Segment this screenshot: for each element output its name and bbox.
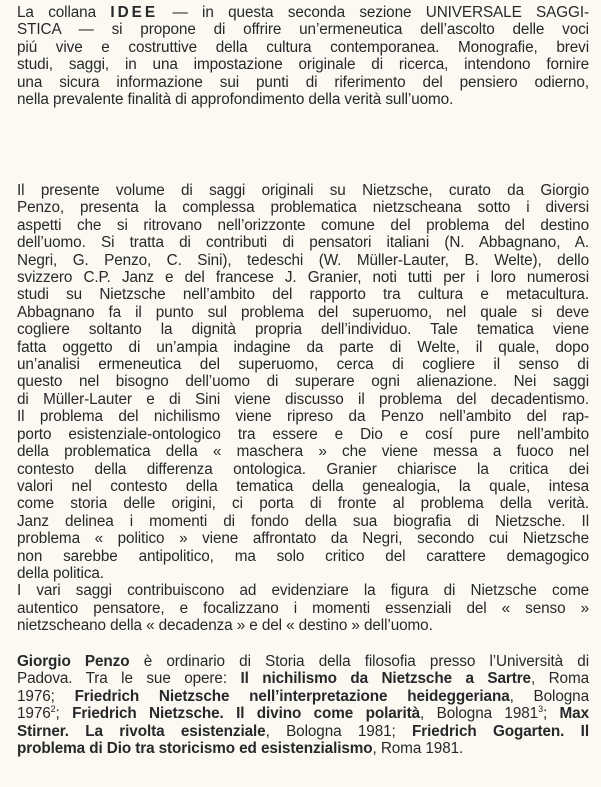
series-name: IDEE	[110, 4, 159, 21]
author-text: , Roma	[530, 670, 589, 688]
book-title: Friedrich Nietzsche nell’interpretazione heideggeriana	[74, 687, 510, 705]
presentation-line: contesto della differenza ontologica. Granier chiarisce la critica dei	[17, 460, 589, 478]
book-title: Friedrich Nietzsche. Il divino come polarità	[72, 705, 421, 723]
author-text: Padova. Tra le sue opere:	[17, 670, 241, 688]
author-line	[17, 688, 589, 705]
author-text: , Bologna 1981;	[265, 722, 413, 740]
intro-line: STICA — si propone di offrire un’ermeneutica dell’ascolto delle voci	[17, 21, 589, 39]
author-text: 1976;	[17, 687, 75, 705]
presentation-line: dell’uomo. Si tratta di contributi di pensatori italiani (N. Abbagnano, A.	[17, 234, 589, 252]
intro-line: nella prevalente finalità di approfondimento della verità sull’uomo.	[17, 91, 454, 109]
presentation-line: Il problema del nichilismo viene ripreso da Penzo nell’ambito del rap-	[17, 408, 589, 426]
book-title: Stirner. La rivolta esistenziale	[17, 722, 266, 740]
presentation-line: di Müller-Lauter e di Sini viene discusso il problema del decadentismo.	[17, 390, 589, 408]
author-line	[17, 653, 589, 670]
author-name: Giorgio Penzo	[17, 653, 130, 670]
intro-text: — in questa seconda sezione UNIVERSALE SAGGI-	[172, 4, 590, 21]
edition-superscript: 2	[50, 704, 56, 715]
intro-line-1	[17, 4, 589, 21]
author-text: è ordinario di Storia della filosofia presso l’Università di	[129, 653, 589, 670]
book-title: Il nichilismo da Nietzsche a Sartre	[240, 670, 531, 688]
presentation-line: nietzscheano della « decadenza » e del « destino » dell’uomo.	[17, 617, 433, 635]
presentation-line: autentico pensatore, e focalizzano i momenti essenziali del « senso »	[17, 599, 589, 617]
volume-presentation	[17, 182, 589, 635]
author-line	[17, 740, 589, 757]
intro-line: piú vive e costruttive della cultura contemporanea. Monografie, brevi	[17, 38, 589, 56]
author-line	[17, 670, 589, 687]
book-title: Max	[559, 705, 589, 723]
presentation-line: questo nel bisogno dell’uomo di superare ogni alienazione. Nei saggi	[17, 373, 589, 391]
presentation-line: aspetti che si ritrovano nell’orizzonte comune del problema del destino	[17, 216, 589, 234]
author-biography	[17, 653, 589, 757]
author-line	[17, 705, 589, 722]
author-line	[17, 723, 589, 740]
series-description	[17, 4, 589, 108]
presentation-line: cogliere soltanto la dignità propria dell’individuo. Tale tematica viene	[17, 321, 589, 339]
presentation-line: fatta oggetto di un’ampia indagine da parte di Welte, il quale, dopo	[17, 338, 589, 356]
author-text: ;	[542, 705, 560, 723]
presentation-line: come storia delle origini, ci porta di fronte al problema della verità.	[17, 495, 589, 513]
edition-superscript: 3	[538, 704, 543, 715]
presentation-line: Janz delinea i momenti di fondo della sua biografia di Nietzsche. Il	[17, 512, 589, 530]
intro-line: una sicura informazione sui punti di riferimento del pensiero odierno,	[17, 73, 589, 91]
presentation-line: della politica.	[17, 564, 104, 582]
presentation-line: Abbagnano fa il punto sul problema del superuomo, nel quale si deve	[17, 303, 589, 321]
author-text: , Roma 1981.	[372, 740, 464, 758]
book-title: Friedrich Gogarten. Il	[412, 722, 589, 740]
presentation-line: non sarebbe antipolitico, ma solo critico del carattere demagogico	[17, 547, 589, 565]
presentation-line: valori nel contesto della tematica della genealogia, la quale, intesa	[17, 477, 589, 495]
presentation-line: Penzo, presenta la complessa problematica nietzscheana sotto i diversi	[17, 199, 589, 217]
presentation-line: un’analisi ermeneutica del superuomo, cerca di cogliere il senso di	[17, 356, 589, 374]
presentation-line: porto esistenziale-ontologico tra essere e Dio e cosí pure nell’ambito	[17, 425, 589, 443]
author-text: , Bologna	[509, 687, 589, 705]
presentation-line: problema « politico » viene affrontato da Negri, secondo cui Nietzsche	[17, 530, 589, 548]
author-text: ;	[55, 705, 73, 723]
author-text: 1976	[17, 705, 51, 723]
intro-lead: La collana	[17, 4, 96, 21]
book-title: problema di Dio tra storicismo ed esistenzialismo	[17, 740, 373, 758]
presentation-line: svizzero C.P. Janz e del francese J. Granier, noti tutti per i loro numerosi	[17, 269, 589, 287]
presentation-line: della problematica della « maschera » che viene messa a fuoco nel	[17, 443, 589, 461]
author-text: , Bologna 1981	[420, 705, 539, 723]
presentation-line: I vari saggi contribuiscono ad evidenziare la figura di Nietzsche come	[17, 582, 589, 600]
intro-line: studi, saggi, in una impostazione originale di ricerca, intendono fornire	[17, 56, 589, 74]
presentation-line: Negri, G. Penzo, C. Sini), tedeschi (W. Müller-Lauter, B. Welte), dello	[17, 251, 589, 269]
presentation-line: Il presente volume di saggi originali su Nietzsche, curato da Giorgio	[17, 182, 589, 199]
presentation-line: studi su Nietzsche nell’ambito del rapporto tra cultura e metacultura.	[17, 286, 589, 304]
